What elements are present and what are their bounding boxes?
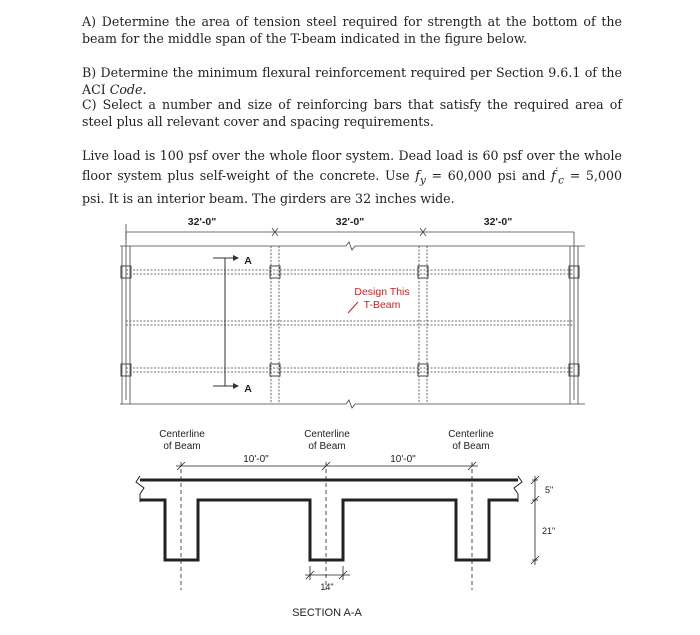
slab-thickness-label: 5" bbox=[545, 485, 554, 495]
design-note-line2: T-Beam bbox=[363, 299, 401, 311]
span-label-2: 32'-0" bbox=[335, 216, 365, 228]
centerline-label-3-line1: Centerline bbox=[448, 429, 494, 440]
design-note-line1: Design This bbox=[354, 286, 410, 298]
centerline-label-2-line2: of Beam bbox=[308, 441, 346, 452]
section-marker-bottom: A bbox=[244, 383, 252, 395]
tbeam-profile bbox=[140, 480, 518, 560]
section-marker-top: A bbox=[244, 255, 252, 267]
fc-value: = 5,000 psi. bbox=[82, 168, 622, 206]
part-b-main: B) Determine the minimum flexural reinforcement required per Section 9.6.1 of the ACI bbox=[82, 65, 622, 97]
section-labels bbox=[159, 429, 555, 619]
web-width-label: 14" bbox=[320, 582, 334, 592]
fc-prime: ′ bbox=[555, 166, 559, 178]
fc-subscript: c bbox=[558, 174, 565, 187]
spacing-label-2: 10'-0" bbox=[390, 454, 416, 465]
section-cut-line bbox=[213, 258, 238, 386]
web-width-dimension bbox=[305, 566, 350, 580]
part-c-text: C) Select a number and size of reinforcing bars that satisfy the required area of steel plus all relevant cover and spacing requirements. bbox=[82, 97, 622, 129]
centerline-label-3-line2: of Beam bbox=[452, 441, 490, 452]
total-depth-label: 21" bbox=[542, 526, 556, 536]
section-view bbox=[136, 462, 539, 590]
plan-dimension-line bbox=[126, 224, 574, 400]
centerline-label-1-line2: of Beam bbox=[163, 441, 201, 452]
beam-spacing-dimension bbox=[176, 462, 478, 470]
loads-text-1: Live load is 100 psf over the whole floor system. Dead load is 60 psf over the whole floor system plus self-weight of the concrete. Use bbox=[82, 148, 622, 184]
fy-subscript: y bbox=[419, 174, 426, 187]
section-title: SECTION A-A bbox=[292, 607, 362, 619]
span-label-3: 32'-0" bbox=[483, 216, 513, 228]
centerline-label-2-line1: Centerline bbox=[304, 429, 350, 440]
fc-symbol: f bbox=[551, 168, 556, 184]
spacing-label-1: 10'-0" bbox=[243, 454, 269, 465]
loads-text-2: It is an interior beam. The girders are 32 inches wide. bbox=[104, 190, 455, 206]
part-a-text: A) Determine the area of tension steel required for strength at the bottom of the beam for the middle span of the T-beam indicated in the figure below. bbox=[82, 14, 622, 46]
part-b-code: Code. bbox=[109, 82, 147, 97]
design-arrow bbox=[348, 302, 358, 313]
depth-dimension bbox=[531, 476, 539, 565]
fy-value: = 60,000 psi and bbox=[425, 168, 552, 184]
centerline-label-1-line1: Centerline bbox=[159, 429, 205, 440]
plan-view bbox=[120, 224, 585, 408]
span-label-1: 32'-0" bbox=[187, 216, 217, 228]
fy-symbol: f bbox=[415, 168, 420, 184]
